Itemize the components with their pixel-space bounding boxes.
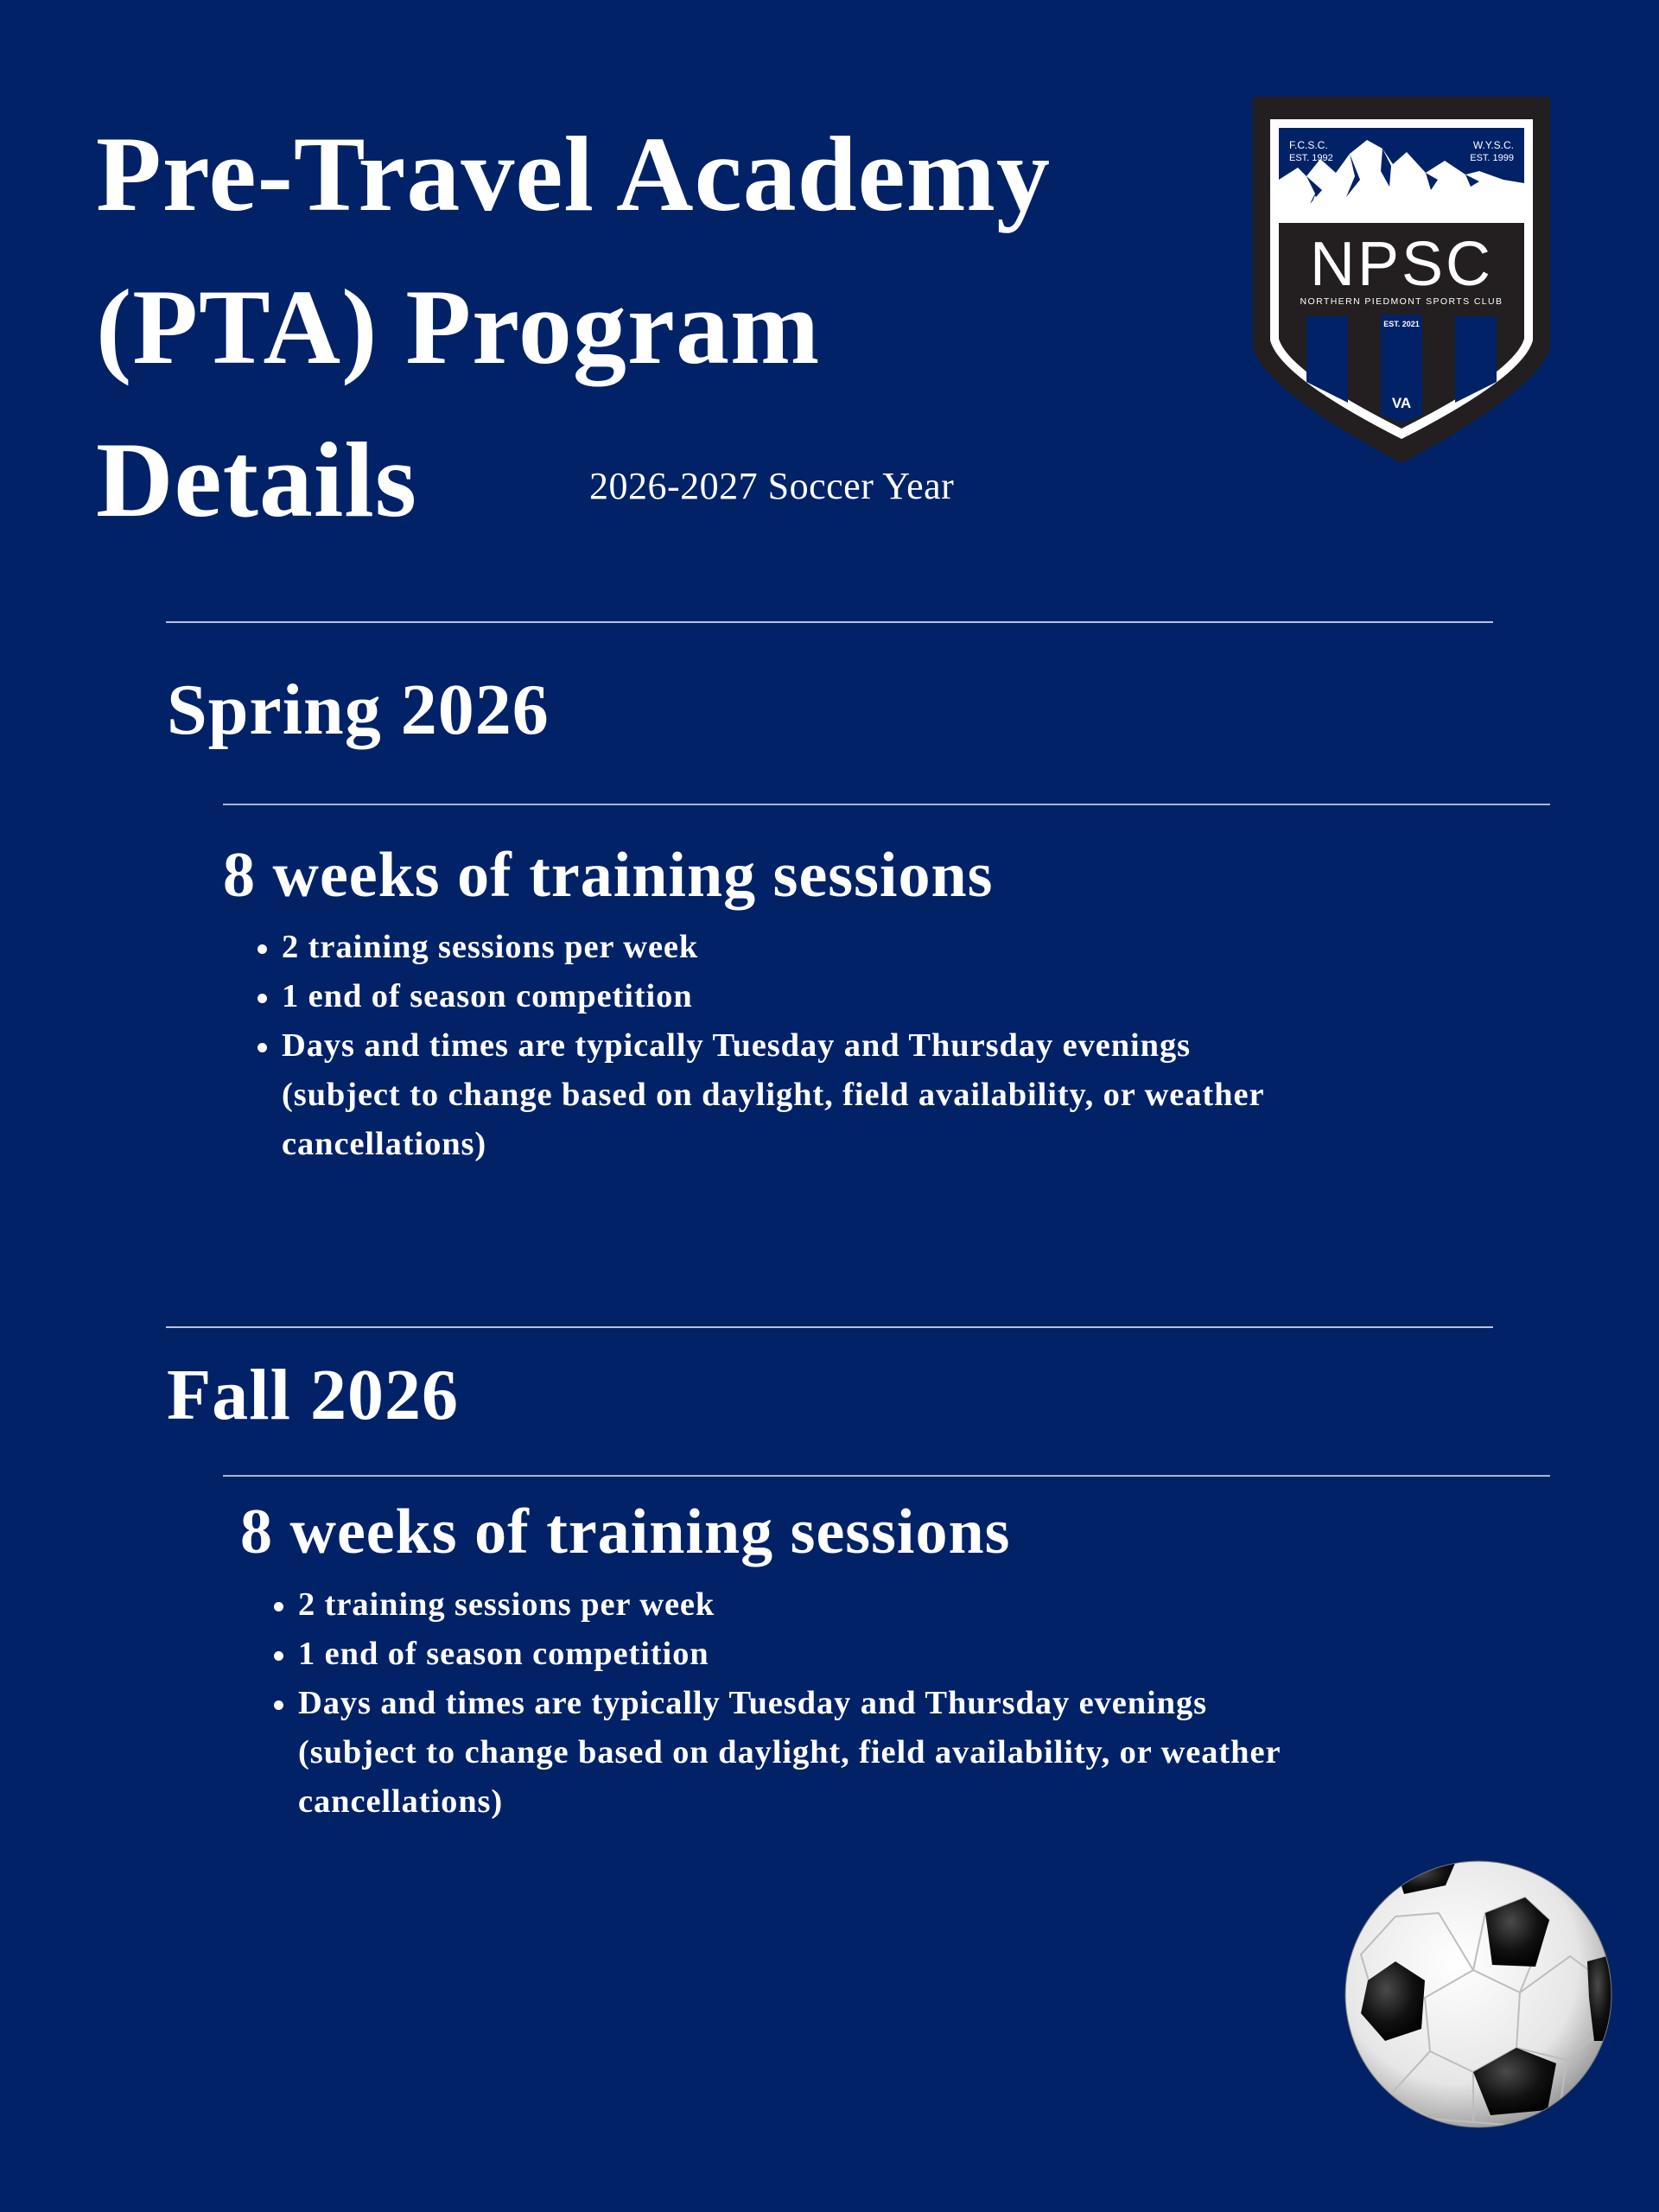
- page-title-line-3: Details: [96, 421, 418, 539]
- svg-text:EST. 1999: EST. 1999: [1470, 153, 1514, 163]
- list-item: Days and times are typically Tuesday and Thursday evenings (subject to change based on daylight, field availability, or weather cancellations): [256, 1021, 1264, 1169]
- svg-text:EST. 2021: EST. 2021: [1383, 320, 1420, 328]
- svg-text:W.Y.S.C.: W.Y.S.C.: [1472, 139, 1514, 151]
- bullet-icon: [274, 1651, 283, 1661]
- spring-details-list: [256, 923, 1264, 1169]
- list-item: 1 end of season competition: [256, 972, 1264, 1021]
- season-heading-fall: Fall 2026: [167, 1355, 459, 1435]
- fall-details-list: [272, 1580, 1281, 1827]
- bullet-icon: [274, 1700, 283, 1710]
- page-title-line-2: (PTA) Program: [96, 268, 821, 386]
- section-divider: [166, 1326, 1493, 1328]
- training-heading-spring: 8 weeks of training sessions: [223, 840, 994, 911]
- logo-fcsc-label: F.C.S.C.: [1289, 139, 1328, 151]
- page-title-line-1: Pre-Travel Academy: [96, 115, 1051, 233]
- training-heading-fall: 8 weeks of training sessions: [240, 1497, 1011, 1567]
- bullet-icon: [274, 1602, 283, 1611]
- svg-text:EST. 1992: EST. 1992: [1289, 153, 1333, 163]
- list-item: 1 end of season competition: [272, 1630, 1281, 1679]
- subsection-divider: [223, 1475, 1550, 1477]
- bullet-icon: [257, 944, 267, 954]
- bullet-icon: [257, 1043, 267, 1052]
- subsection-divider: [223, 804, 1550, 805]
- svg-text:VA: VA: [1391, 395, 1412, 411]
- soccer-year-subtitle: 2026-2027 Soccer Year: [589, 465, 955, 507]
- bullet-icon: [257, 994, 267, 1003]
- list-item: Days and times are typically Tuesday and Thursday evenings (subject to change based on daylight, field availability, or weather cancellations): [272, 1679, 1281, 1827]
- list-item: 2 training sessions per week: [256, 923, 1264, 972]
- svg-text:NORTHERN PIEDMONT SPORTS CLUB: NORTHERN PIEDMONT SPORTS CLUB: [1300, 296, 1503, 307]
- soccer-ball-icon: [1344, 1859, 1613, 2129]
- list-item: 2 training sessions per week: [272, 1580, 1281, 1630]
- npsc-crest-icon: [1253, 97, 1550, 463]
- logo-acronym: NPSC: [1309, 230, 1494, 299]
- season-heading-spring: Spring 2026: [167, 670, 550, 750]
- section-divider: [166, 621, 1493, 623]
